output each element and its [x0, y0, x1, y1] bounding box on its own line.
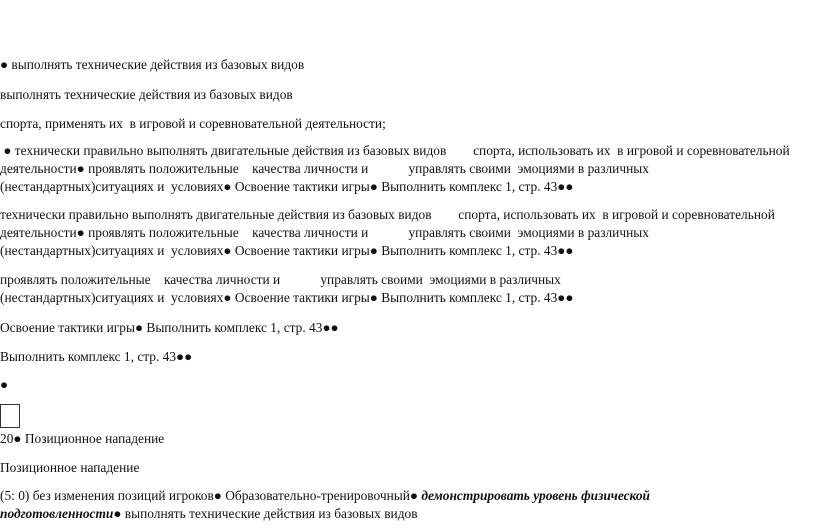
text-line-3: спорта, применять их в игровой и соревновательной деятельности; [0, 116, 386, 131]
text-line-9: (нестандартных)ситуациях и условиях● Освоение тактики игры● Выполнить комплекс 1, стр. 43●● [0, 243, 574, 258]
empty-box [0, 404, 20, 428]
text-line-2: выполнять технические действия из базовых видов [0, 87, 293, 102]
text-line-18 [0, 505, 418, 522]
text-line-4: ● технически правильно выполнять двигательные действия из базовых видов спорта, использовать их в игровой и соревновательной [0, 143, 790, 158]
text-line-16: Позиционное нападение [0, 460, 140, 475]
text-line-10: проявлять положительные качества личности и управлять своими эмоциями в различных [0, 272, 561, 287]
text-line-14: ● [0, 377, 9, 392]
text-line-18-plain: ● выполнять технические действия из базовых видов [113, 506, 418, 521]
text-line-18-emphasis: подготовленности [0, 506, 114, 521]
text-line-15: 20● Позиционное нападение [0, 431, 165, 446]
text-line-8: деятельности● проявлять положительные качества личности и управлять своими эмоциями в различных [0, 225, 649, 240]
text-line-17-emphasis: демонстрировать уровень физической [421, 488, 650, 503]
text-line-1: ● выполнять технические действия из базовых видов [0, 57, 305, 72]
text-line-13: Выполнить комплекс 1, стр. 43●● [0, 349, 193, 364]
text-line-5: деятельности● проявлять положительные качества личности и управлять своими эмоциями в различных [0, 161, 649, 176]
text-line-11: (нестандартных)ситуациях и условиях● Освоение тактики игры● Выполнить комплекс 1, стр. 43●● [0, 290, 574, 305]
text-line-7: технически правильно выполнять двигательные действия из базовых видов спорта, использовать их в игровой и соревновательной [0, 207, 775, 222]
text-line-6: (нестандартных)ситуациях и условиях● Освоение тактики игры● Выполнить комплекс 1, стр. 43●● [0, 179, 574, 194]
text-line-17 [0, 487, 650, 504]
text-line-12: Освоение тактики игры● Выполнить комплекс 1, стр. 43●● [0, 320, 339, 335]
text-line-17-plain: (5: 0) без изменения позиций игроков● Образовательно-тренировочный● [0, 488, 422, 503]
